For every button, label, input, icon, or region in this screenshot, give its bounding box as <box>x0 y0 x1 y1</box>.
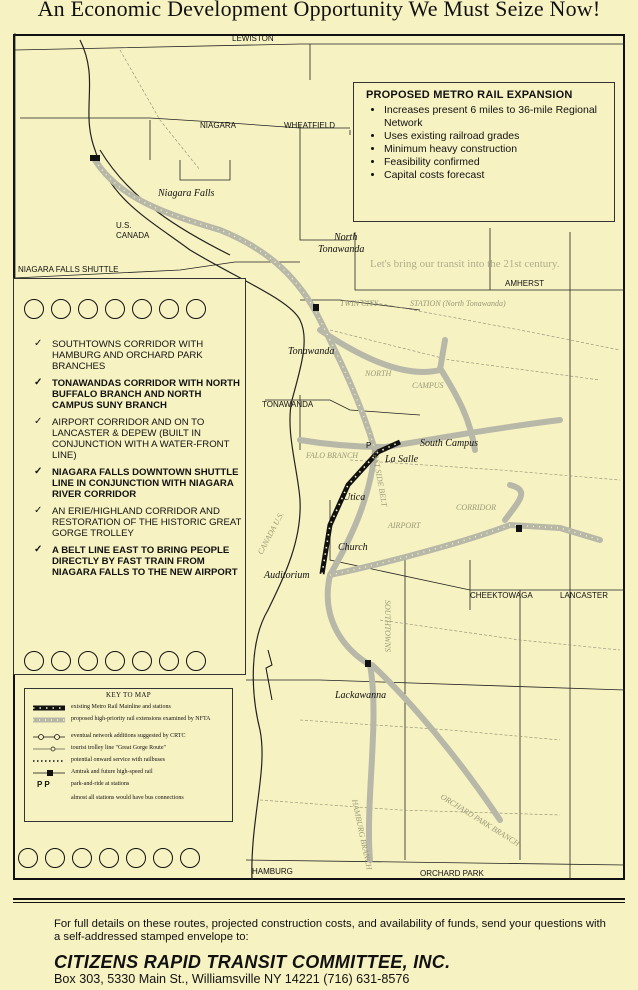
label-corridor: CORRIDOR <box>456 503 496 512</box>
circle-icon <box>72 848 92 868</box>
label-north-tonawanda-2: Tonawanda <box>318 244 365 255</box>
circle-icon <box>132 299 152 319</box>
label-north: NORTH <box>365 369 392 378</box>
divider <box>13 902 625 903</box>
expansion-item: • Capital costs forecast <box>384 169 606 182</box>
legend-text: tourist trolley line "Great Gorge Route" <box>71 745 166 751</box>
label-orchard-park-branch: ORCHARD PARK BRANCH <box>438 792 522 849</box>
label-station-north-tonawanda: STATION (North Tonawanda) <box>410 299 506 308</box>
checkmark-icon: ✓ <box>34 338 43 349</box>
legend-text: Amtrak and future high-speed rail <box>71 769 153 775</box>
label-wheatfield: WHEATFIELD <box>284 121 335 130</box>
label-lewiston: LEWISTON <box>232 34 274 43</box>
eventual-addition-symbol <box>31 733 67 741</box>
legend-text: eventual network additions suggested by CRTC <box>71 733 186 739</box>
checkmark-icon: ✓ <box>34 505 43 516</box>
legend-text: proposed high-priority rail extensions examined by NFTA <box>71 716 211 722</box>
label-tonawanda-city: Tonawanda <box>288 346 335 357</box>
circle-icon <box>159 299 179 319</box>
label-utica: Utica <box>343 492 366 503</box>
corridor-item <box>34 339 244 372</box>
checkmark-icon: ✓ <box>34 544 43 555</box>
corridor-text: AIRPORT CORRIDOR AND ON TO LANCASTER & DEPEW (BUILT IN CONJUNCTION WITH A WATER-FRONT LINE) <box>52 417 230 461</box>
corridor-text: TONAWANDAS CORRIDOR WITH NORTH BUFFALO BRANCH AND NORTH CAMPUS SUNY BRANCH <box>52 378 240 411</box>
corridor-text: AN ERIE/HIGHLAND CORRIDOR AND RESTORATION OF THE HISTORIC GREAT GORGE TROLLEY <box>52 506 242 539</box>
expansion-title: PROPOSED METRO RAIL EXPANSION <box>366 89 573 101</box>
circle-icon <box>153 848 173 868</box>
checkmark-icon: ✓ <box>34 466 43 477</box>
corridor-item <box>34 506 244 539</box>
label-la-salle: La Salle <box>385 454 419 465</box>
circle-icon <box>78 299 98 319</box>
label-hamburg: HAMBURG <box>252 867 293 876</box>
legend-text: park-and-ride at stations <box>71 781 130 787</box>
label-church: Church <box>338 542 368 553</box>
metro-rail-expansion-box <box>353 82 615 222</box>
corridor-item <box>34 417 244 461</box>
map-legend <box>24 688 233 822</box>
label-lancaster: LANCASTER <box>560 591 609 600</box>
label-canada: CANADA <box>116 231 150 240</box>
expansion-item: • Minimum heavy construction <box>384 143 606 156</box>
expansion-item: • Uses existing railroad grades <box>384 130 606 143</box>
circle-icon <box>18 848 38 868</box>
label-falo-branch: FALO BRANCH <box>306 451 359 460</box>
label-canada-us: CANADA U.S. <box>255 510 286 556</box>
decorative-circle-row <box>8 848 200 868</box>
corridor-item <box>34 467 244 500</box>
circle-icon <box>186 651 206 671</box>
corridors-panel <box>13 278 246 675</box>
label-niagara: NIAGARA <box>200 121 237 130</box>
label-lackawanna: Lackawanna <box>335 690 387 701</box>
label-niagara-falls: Niagara Falls <box>158 188 215 199</box>
circle-icon <box>126 848 146 868</box>
corridor-list <box>34 339 244 584</box>
expansion-item: • Increases present 6 miles to 36-mile Regional Network <box>384 104 606 130</box>
label-twin-city: TWIN CITY <box>340 299 379 308</box>
label-south-campus: South Campus <box>420 438 479 449</box>
divider <box>13 898 625 900</box>
label-southtowns: SOUTHTOWNS <box>383 600 392 652</box>
label-north-tonawanda-1: North <box>334 232 358 243</box>
park-and-ride-p: P <box>366 441 372 450</box>
label-niagara-falls-shuttle: NIAGARA FALLS SHUTTLE <box>18 265 119 274</box>
circle-icon <box>51 651 71 671</box>
label-east-side-belt: EAST SIDE BELT <box>370 448 389 508</box>
label-tonawanda-town: TONAWANDA <box>262 400 314 409</box>
checkmark-icon: ✓ <box>34 377 43 388</box>
circle-icon <box>45 848 65 868</box>
label-amherst: AMHERST <box>505 279 545 288</box>
checkmark-icon: ✓ <box>34 416 43 427</box>
corridor-item <box>34 378 244 411</box>
circle-icon <box>186 299 206 319</box>
legend-text: almost all stations would have bus connections <box>71 795 184 801</box>
expansion-item: • Feasibility confirmed <box>384 156 606 169</box>
metro-mainline-symbol <box>31 704 67 712</box>
committee-address: Box 303, 5330 Main St., Williamsville NY 14221 (716) 631-8576 <box>54 972 410 986</box>
circle-icon <box>99 848 119 868</box>
corridor-item <box>34 545 244 578</box>
circle-icon <box>24 651 44 671</box>
circle-icon <box>78 651 98 671</box>
legend-text: potential onward service with railbuses <box>71 757 165 763</box>
circle-icon <box>105 299 125 319</box>
legend-title: KEY TO MAP <box>106 691 151 699</box>
footer-instructions: For full details on these routes, projected construction costs, and availability of funds, send your questions with a self-addressed stamped envelope to: <box>54 918 606 943</box>
decorative-circle-row <box>14 651 206 671</box>
label-orchard-park: ORCHARD PARK <box>420 869 484 878</box>
legend-text: existing Metro Rail Mainline and stations <box>71 704 171 710</box>
label-cheektowaga: CHEEKTOWAGA <box>470 591 533 600</box>
circle-icon <box>105 651 125 671</box>
trolley-line-symbol <box>31 745 67 753</box>
circle-icon <box>51 299 71 319</box>
circle-icon <box>180 848 200 868</box>
label-north-campus: CAMPUS <box>412 381 444 390</box>
headline: An Economic Development Opportunity We Must Seize Now! <box>37 0 601 21</box>
expansion-list <box>366 104 606 182</box>
circle-icon <box>132 651 152 671</box>
label-us: U.S. <box>116 221 132 230</box>
corridor-text: SOUTHTOWNS CORRIDOR WITH HAMBURG AND ORCHARD PARK BRANCHES <box>52 339 204 372</box>
corridor-text: A BELT LINE EAST TO BRING PEOPLE DIRECTLY BY FAST TRAIN FROM NIAGARA FALLS TO THE NEW AIRPORT <box>52 545 238 578</box>
corridor-text: NIAGARA FALLS DOWNTOWN SHUTTLE LINE IN CONJUNCTION WITH NIAGARA RIVER CORRIDOR <box>52 467 239 500</box>
proposed-extension-symbol <box>31 716 67 724</box>
label-airport: AIRPORT <box>388 521 421 530</box>
railbus-symbol <box>31 757 67 765</box>
circle-icon <box>159 651 179 671</box>
committee-name: CITIZENS RAPID TRANSIT COMMITTEE, INC. <box>54 952 451 972</box>
amtrak-symbol <box>31 769 67 777</box>
circle-icon <box>24 299 44 319</box>
decorative-circle-row <box>14 299 206 319</box>
park-and-ride-symbol: P P <box>37 780 50 789</box>
label-hamburg-branch: HAMBURG BRANCH <box>350 798 374 871</box>
tagline: Let's bring our transit into the 21st century. <box>370 258 560 270</box>
label-auditorium: Auditorium <box>264 570 310 581</box>
